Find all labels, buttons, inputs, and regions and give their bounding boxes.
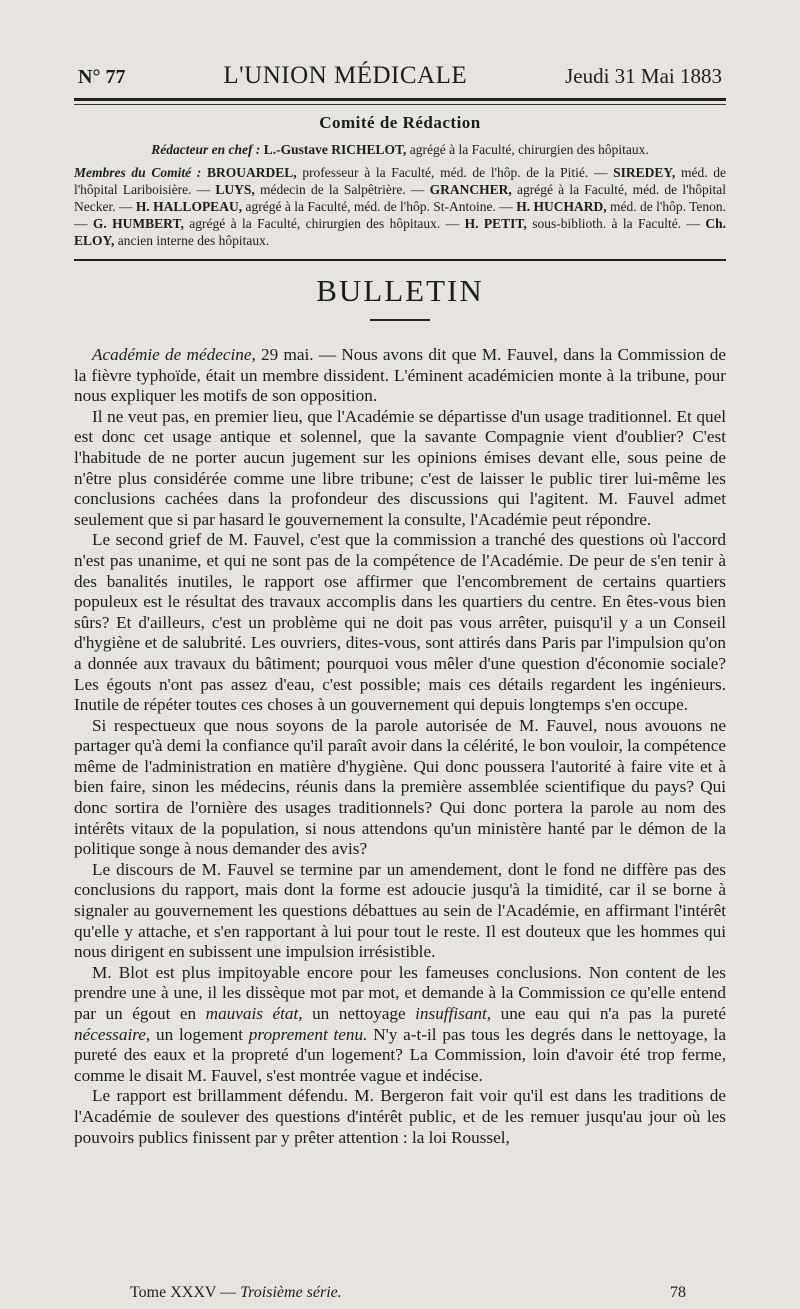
article-lead: Académie de médecine,	[92, 345, 256, 364]
member-desc: agrégé à la Faculté, méd. de l'hôp. St-Antoine. —	[245, 199, 513, 214]
editor-line	[74, 142, 726, 158]
member-desc: agrégé à la Faculté, chirurgien des hôpitaux. —	[189, 216, 460, 231]
page-number: 78	[670, 1284, 686, 1301]
journal-title: L'UNION MÉDICALE	[223, 62, 468, 89]
paragraph-text: un logement	[150, 1024, 249, 1044]
masthead-rule	[74, 98, 726, 101]
article-paragraph: Le rapport est brillamment défendu. M. Bergeron fait voir qu'il est dans les traditions de l'Académie de soulever des questions d'intérêt public, et de les remuer jusqu'au jour où les pouvoirs publics finissent par y prêter attention : la loi Roussel,	[74, 1086, 726, 1147]
article-paragraph: Le discours de M. Fauvel se termine par un amendement, dont le fond ne diffère pas des conclusions du rapport, mais dont la forme est adoucie jusqu'à la timidité, car il se borne à signaler au gouvernement les questions débattues au sein de l'Académie, en affirmant l'intérêt qu'elle y attache, et s'en rapportant à lui pour tout le reste. Il est douteux que les hommes qui nous dirigent en subissent une impulsion irrésistible.	[74, 859, 726, 962]
member-name: SIREDEY,	[613, 165, 676, 180]
member-desc: méd. de l'hôp. Tenon. —	[74, 199, 727, 231]
member-desc: ancien interne des hôpitaux.	[117, 233, 270, 248]
masthead	[74, 62, 726, 90]
committee-heading: Comité de Rédaction	[319, 113, 481, 132]
article-paragraph: Le second grief de M. Fauvel, c'est que la commission a tranché des questions où l'accord n'est pas unanime, et qui ne sont pas de la compétence de l'Académie. De peur de s'en tenir à des banalités inutiles, le rapport ose affirmer que l'encombrement de certains quartiers populeux est le résultat des travaux accomplis dans les quartiers du centre. En êtes-vous bien sûrs? Et d'ailleurs, c'est un problème qui ne doit pas vous arrêter, puisqu'il y a un Conseil d'hygiène et de salubrité. Les ouvriers, dites-vous, sont attirés dans Paris par l'impulsion qu'on a donnée aux travaux du bâtiment; pourquoi vous mêler d'une question d'économie sociale? Les égouts n'ont pas assez d'eau, c'est possible; mais ces détails regardent les ingénieurs. Inutile de répéter toutes ces choses à un gouvernement qui depuis longtemps s'en occupe.	[74, 530, 726, 715]
member-name: LUYS,	[215, 182, 255, 197]
members-label: Membres du Comité :	[74, 165, 202, 180]
member-desc: agrégé à la Faculté, méd. de l'hôpital Necker. —	[74, 182, 727, 214]
member-name: Ch. ELOY,	[74, 216, 727, 248]
editor-desc: agrégé à la Faculté, chirurgien des hôpitaux.	[409, 142, 649, 157]
masthead-rule-thin	[74, 104, 726, 105]
article-body	[74, 345, 726, 1148]
member-desc: méd. de l'hôpital Lariboisière. —	[74, 165, 727, 197]
member-desc: professeur à la Faculté, méd. de l'hôp. de la Pitié. —	[302, 165, 608, 180]
issue-number: N° 77	[78, 66, 126, 88]
paragraph-text: 29 mai. — Nous avons dit que M. Fauvel, dans la Commission de la fièvre typhoïde, était un membre dissident. L'éminent académicien monte à la tribune, pour nous expliquer les motifs de son opposition.	[74, 345, 726, 406]
title-underline	[370, 319, 430, 321]
series-label: Troisième série.	[240, 1284, 342, 1301]
emphasis: nécessaire,	[74, 1024, 151, 1044]
member-desc: sous-biblioth. à la Faculté. —	[532, 216, 701, 231]
editor-label: Rédacteur en chef :	[151, 142, 261, 157]
paragraph-text: une eau qui n'a pas la pureté	[491, 1004, 727, 1023]
member-name: GRANCHER,	[429, 182, 512, 197]
emphasis: insuffisant,	[415, 1004, 492, 1023]
emphasis: mauvais état,	[205, 1004, 303, 1023]
issue-date: Jeudi 31 Mai 1883	[565, 64, 722, 88]
volume-label: Tome XXXV —	[130, 1284, 237, 1301]
section-title: BULLETIN	[316, 273, 484, 308]
editor-name: L.-Gustave RICHELOT,	[263, 142, 407, 157]
section-rule	[74, 259, 726, 261]
paragraph-text: M. Blot est plus impitoyable encore pour les fameuses conclusions. Non content de les prendre une à une, il les dissèque mot par mot, et demande à la Commission ce qu'elle entend par un égout en	[74, 962, 726, 1023]
paragraph-text: un nettoyage	[302, 1004, 416, 1023]
member-name: H. PETIT,	[464, 216, 527, 231]
emphasis: proprement tenu.	[248, 1024, 368, 1044]
member-name: H. HALLOPEAU,	[135, 199, 243, 214]
member-name: BROUARDEL,	[206, 165, 297, 180]
committee-members	[74, 164, 726, 249]
member-name: H. HUCHARD,	[516, 199, 607, 214]
article-paragraph: Si respectueux que nous soyons de la parole autorisée de M. Fauvel, nous avouons ne partager qu'à demi la confiance qu'il paraît avoir dans la célérité, le bon vouloir, la compétence même de l'administration en matière d'hygiène. Qui donc poussera l'autorité à faire vite et à bien faire, sinon les médecins, réunis dans la première assemblée scientifique du pays? Qui donc sortira de l'ornière des usages traditionnels? Qui donc portera la parole au nom des intérêts vitaux de la population, si nous attendons qu'un ministère hanté par le démon de la politique songe à nous demander des avis?	[74, 715, 726, 859]
article-paragraph	[74, 963, 726, 1087]
page-footer	[130, 1284, 686, 1302]
article-paragraph: Il ne veut pas, en premier lieu, que l'Académie se départisse d'un usage traditionnel. Et quel est donc cet usage antique et solennel, que la savante Compagnie vient d'oublier? C'est l'habitude de ne porter aucun jugement sur les opinions émises devant elle, sous peine de n'être plus considérée comme une libre tribune; c'est de laisser le public tirer lui-même les conclusions cachées dans la profondeur des discussions qui l'agitent. M. Fauvel admet seulement que si par hasard le gouvernement la consulte, l'Académie peut répondre.	[74, 406, 726, 529]
footer-volume	[130, 1284, 342, 1302]
article-paragraph	[74, 345, 726, 407]
paragraph-text: N'y a-t-il pas tous les degrés dans le nettoyage, la pureté des eaux et la propreté d'un logement? La Commission, loin d'avoir été trop ferme, comme le disait M. Fauvel, s'est montrée vague et indécise.	[74, 1024, 726, 1085]
member-name: G. HUMBERT,	[92, 216, 184, 231]
member-desc: médecin de la Salpêtrière. —	[260, 182, 425, 197]
